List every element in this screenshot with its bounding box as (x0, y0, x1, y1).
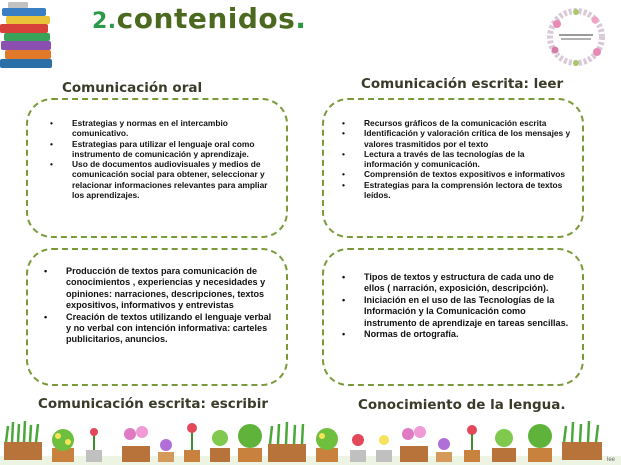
floral-wreath-logo (545, 6, 607, 68)
box-comunicacion-escrita-escribir (26, 248, 288, 386)
heading-lengua: Conocimiento de la lengua. (358, 397, 566, 413)
heading-escribir: Comunicación escrita: escribir (38, 396, 268, 412)
list-item: • Tipos de textos y estructura de cada uno de ellos ( narración, exposición, descripción). (364, 272, 572, 295)
box-comunicacion-oral (26, 98, 288, 238)
heading-oral: Comunicación oral (62, 80, 203, 96)
list-item: • Lectura a través de las tecnologías de la información y comunicación. (364, 149, 572, 170)
list-item: • Uso de documentos audiovisuales y medios de comunicación social para obtener, seleccionar y relacionar informaciones relevantes para ampliar los aprendizajes. (72, 159, 276, 200)
list-item: • Estrategias para utilizar el lenguaje oral como instrumento de comunicación y aprendizaje. (72, 139, 276, 160)
lengua-list (364, 272, 572, 340)
box-conocimiento-lengua (322, 248, 584, 386)
list-item: • Creación de textos utilizando el lenguaje verbal y no verbal con intención informativa: carteles publicitarios, anuncios. (66, 312, 276, 346)
box-comunicacion-escrita-leer (322, 98, 584, 238)
list-item: • Normas de ortografía. (364, 329, 572, 340)
leer-list (364, 118, 572, 200)
list-item: • Recursos gráficos de la comunicación escrita (364, 118, 572, 128)
heading-leer: Comunicación escrita: leer (361, 76, 564, 92)
oral-list (72, 118, 276, 200)
page-number: lee (606, 457, 615, 463)
flower-pots-border-image (0, 412, 621, 465)
list-item: • Identificación y valoración crítica de los mensajes y valores trasmitidos por el texto (364, 128, 572, 149)
escribir-list (66, 266, 276, 346)
list-item: • Estrategias para la comprensión lectora de textos leídos. (364, 180, 572, 201)
list-item: • Producción de textos para comunicación de conocimientos , experiencias y necesidades y opiniones: narraciones, descripciones, textos expositivos, informativos y entrevistas (66, 266, 276, 312)
list-item: • Iniciación en el uso de las Tecnologías de la Información y la Comunicación como instrumento de aprendizaje en tareas sencillas. (364, 295, 572, 329)
books-stack-image (0, 0, 58, 70)
list-item: • Estrategias y normas en el intercambio comunicativo. (72, 118, 276, 139)
list-item: • Comprensión de textos expositivos e informativos (364, 169, 572, 179)
page-title: 2.contenidos. (92, 2, 307, 35)
